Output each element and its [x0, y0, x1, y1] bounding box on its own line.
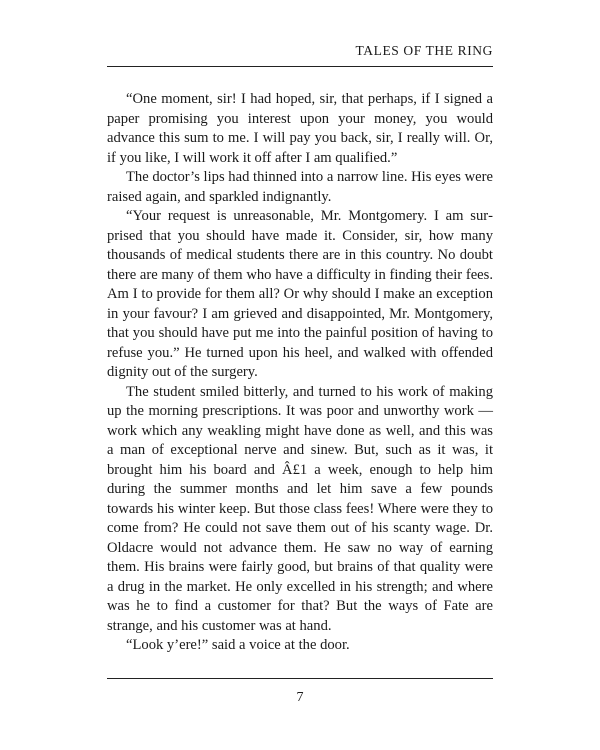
paragraph: “Your request is unreasonable, Mr. Montgomery. I am surprised that you should have made it. Consider, sir, how many thousands of medical students there are in this country. No doubt there are many of them who have a difficulty in finding their fees. Am I to provide for them all? Or why should I make an exception in your favour? I am grieved and disappointed, Mr. Montgomery, that you should have put me into the painful position of having to refuse you.” He turned upon his heel, and walked with offended dignity out of the surgery.: [107, 208, 493, 380]
running-head-title: TALES OF THE RING: [355, 43, 493, 58]
header-rule: [107, 66, 493, 67]
paragraph: “Look y’ere!” said a voice at the door.: [126, 637, 350, 653]
paragraph: “One moment, sir! I had hoped, sir, that perhaps, if I signed a paper promising you interest upon your money, you would advance this sum to me. I will pay you back, sir, I really will. Or, if you like, I will work it off after I am qualified.”: [107, 91, 493, 166]
body-text: [107, 90, 493, 656]
paragraph: The student smiled bitterly, and turned to his work of making up the morning prescriptions. It was poor and unworthy work — work which any weakling might have done as well, and this was a man of exceptional nerve and sinew. But, such as it was, it brought him his board and Â£1 a week, enough to help him during the summer months and let him save a few pounds towards his winter keep. But those class fees! Where were they to come from? He could not save them out of his scanty wage. Dr. Oldacre would not advance them. He saw no way of earning them. His brains were fairly good, but brains of that quality were a drug in the market. He only excelled in his strength; and where was he to find a customer for that? But the ways of Fate are strange, and his customer was at hand.: [107, 383, 493, 634]
page-number: 7: [296, 690, 304, 705]
footer-rule: [107, 678, 493, 679]
paragraph: The doctor’s lips had thinned into a narrow line. His eyes were raised again, and sparkled indignantly.: [107, 169, 493, 205]
